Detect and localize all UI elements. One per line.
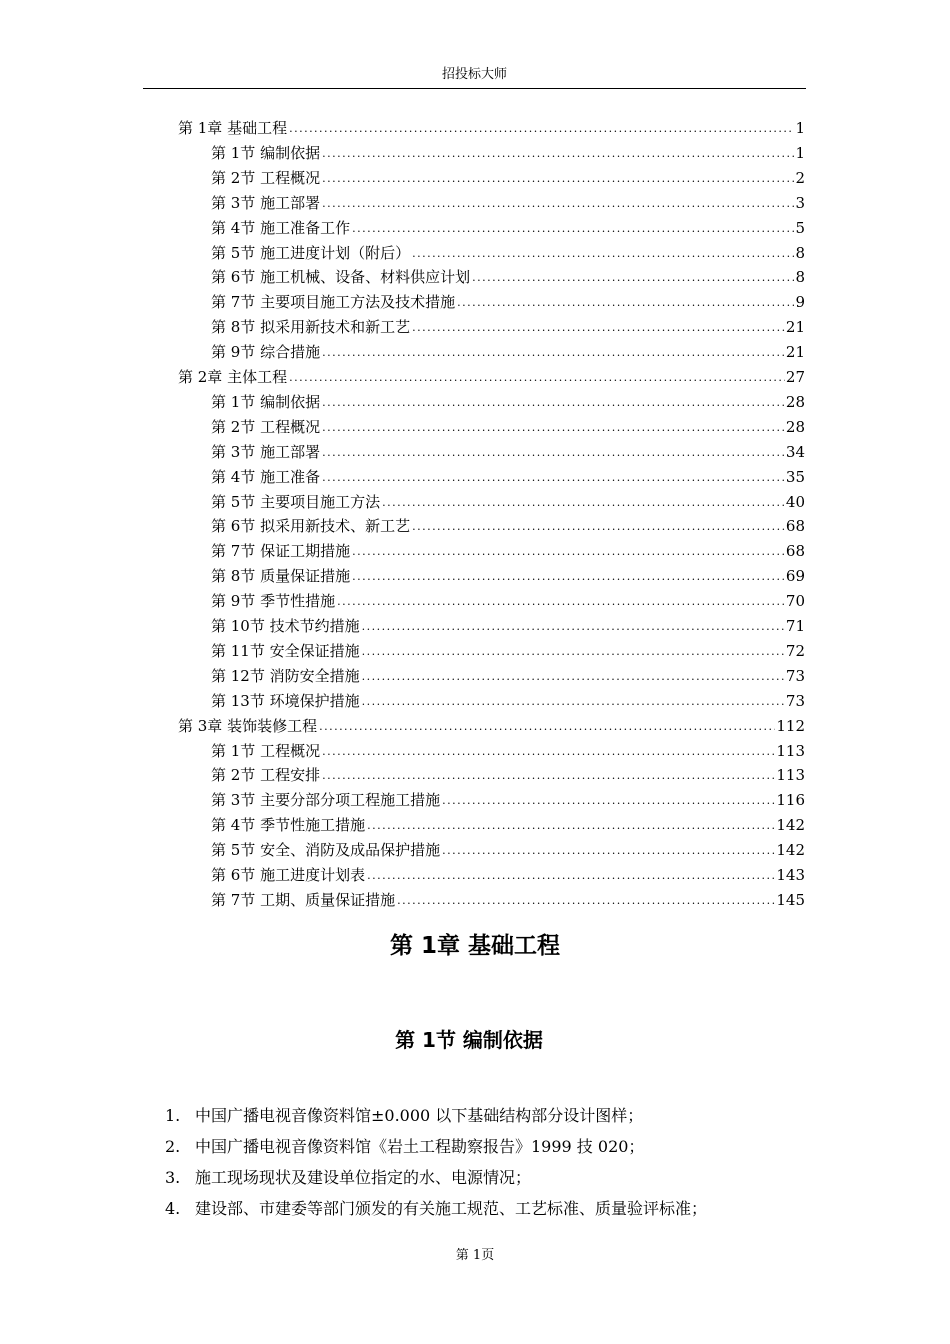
toc-page-number: 8	[795, 268, 805, 287]
toc-section-entry[interactable]	[211, 340, 805, 364]
toc-page-number: 145	[776, 890, 805, 909]
toc-page-number: 68	[785, 542, 805, 561]
toc-page-number: 1	[795, 119, 805, 137]
toc-dot-leader	[397, 889, 775, 913]
toc-entry-title: 第 3章 装饰装修工程	[178, 716, 318, 735]
toc-section-entry[interactable]	[211, 216, 805, 240]
list-item-text: 中国广播电视音像资料馆±0.000 以下基础结构部分设计图样；	[195, 1106, 644, 1125]
toc-entry-title: 第 2节 工程概况	[211, 417, 321, 436]
toc-dot-leader	[322, 740, 775, 764]
toc-entry-title: 第 8节 拟采用新技术和新工艺	[211, 318, 411, 337]
toc-section-entry[interactable]	[211, 664, 805, 688]
list-item-number: 1.	[165, 1106, 181, 1125]
toc-entry-title: 第 8节 质量保证措施	[211, 567, 351, 586]
toc-page-number: 73	[785, 691, 805, 710]
toc-page-number: 1	[795, 143, 805, 162]
toc-dot-leader	[472, 266, 794, 290]
toc-section-entry[interactable]	[211, 888, 805, 912]
list-item-number: 4.	[165, 1199, 181, 1218]
toc-dot-leader	[289, 117, 794, 141]
toc-entry-title: 第 12节 消防安全措施	[211, 666, 360, 685]
toc-entry-title: 第 4节 施工准备工作	[211, 218, 351, 237]
toc-dot-leader	[412, 515, 785, 539]
toc-dot-leader	[352, 540, 785, 564]
toc-entry-title: 第 2节 工程概况	[211, 168, 321, 187]
toc-dot-leader	[289, 366, 785, 390]
toc-entry-title: 第 2章 主体工程	[178, 368, 288, 386]
chapter-heading: 第 1章 基础工程	[389, 933, 561, 959]
toc-section-entry[interactable]	[211, 739, 805, 763]
toc-entry-title: 第 3节 施工部署	[211, 193, 321, 212]
toc-dot-leader	[322, 142, 794, 166]
toc-chapter-entry[interactable]	[178, 116, 805, 140]
toc-section-entry[interactable]	[211, 863, 805, 887]
toc-entry-title: 第 9节 季节性措施	[211, 592, 336, 611]
toc-section-entry[interactable]	[211, 813, 805, 837]
toc-page-number: 68	[785, 517, 805, 536]
toc-section-entry[interactable]	[211, 415, 805, 439]
toc-dot-leader	[322, 167, 794, 191]
toc-section-entry[interactable]	[211, 390, 805, 414]
toc-section-entry[interactable]	[211, 539, 805, 563]
toc-section-entry[interactable]	[211, 315, 805, 339]
toc-section-entry[interactable]	[211, 514, 805, 538]
toc-dot-leader	[322, 341, 785, 365]
toc-section-entry[interactable]	[211, 490, 805, 514]
toc-entry-title: 第 4节 施工准备	[211, 467, 321, 486]
toc-page-number: 21	[785, 318, 805, 337]
toc-dot-leader	[322, 764, 775, 788]
page-header: 招投标大师	[441, 67, 507, 82]
list-item-text: 建设部、市建委等部门颁发的有关施工规范、工艺标准、质量验评标准；	[195, 1199, 708, 1218]
list-item	[165, 1162, 815, 1193]
toc-section-entry[interactable]	[211, 689, 805, 713]
toc-dot-leader	[442, 839, 775, 863]
toc-section-entry[interactable]	[211, 614, 805, 638]
toc-chapter-entry[interactable]	[178, 365, 805, 389]
toc-page-number: 5	[795, 218, 805, 237]
toc-page-number: 40	[785, 492, 805, 511]
toc-dot-leader	[412, 242, 794, 266]
toc-section-entry[interactable]	[211, 589, 805, 613]
toc-entry-title: 第 10节 技术节约措施	[211, 617, 360, 635]
toc-page-number: 112	[776, 716, 805, 735]
toc-page-number: 8	[795, 243, 805, 262]
header-divider	[143, 88, 806, 89]
toc-entry-title: 第 5节 施工进度计划（附后）	[211, 243, 411, 262]
toc-entry-title: 第 3节 施工部署	[211, 442, 321, 461]
toc-page-number: 28	[785, 417, 805, 436]
toc-section-entry[interactable]	[211, 191, 805, 215]
toc-entry-title: 第 7节 保证工期措施	[211, 542, 351, 561]
list-item	[165, 1193, 815, 1224]
toc-section-entry[interactable]	[211, 166, 805, 190]
toc-dot-leader	[337, 590, 785, 614]
toc-page-number: 27	[785, 368, 805, 386]
toc-dot-leader	[362, 690, 785, 714]
toc-dot-leader	[367, 864, 775, 888]
toc-section-entry[interactable]	[211, 265, 805, 289]
toc-dot-leader	[442, 789, 775, 813]
toc-section-entry[interactable]	[211, 564, 805, 588]
toc-section-entry[interactable]	[211, 241, 805, 265]
toc-page-number: 72	[785, 641, 805, 660]
toc-page-number: 34	[785, 442, 805, 461]
toc-dot-leader	[457, 291, 794, 315]
toc-chapter-entry[interactable]	[178, 714, 805, 738]
toc-entry-title: 第 4节 季节性施工措施	[211, 816, 366, 835]
toc-page-number: 116	[776, 791, 805, 810]
toc-dot-leader	[352, 565, 785, 589]
toc-entry-title: 第 6节 施工机械、设备、材料供应计划	[211, 268, 471, 287]
toc-page-number: 71	[785, 617, 805, 635]
toc-page-number: 9	[795, 293, 805, 312]
toc-page-number: 3	[795, 193, 805, 212]
toc-entry-title: 第 5节 安全、消防及成品保护措施	[211, 841, 441, 860]
toc-section-entry[interactable]	[211, 838, 805, 862]
toc-entry-title: 第 3节 主要分部分项工程施工措施	[211, 791, 441, 810]
list-item-number: 2.	[165, 1137, 181, 1156]
toc-section-entry[interactable]	[211, 440, 805, 464]
toc-entry-title: 第 7节 工期、质量保证措施	[211, 890, 396, 909]
toc-dot-leader	[412, 316, 785, 340]
toc-dot-leader	[319, 715, 775, 739]
toc-section-entry[interactable]	[211, 465, 805, 489]
toc-page-number: 70	[785, 592, 805, 611]
toc-page-number: 113	[776, 766, 805, 785]
toc-dot-leader	[322, 466, 785, 490]
toc-dot-leader	[382, 491, 785, 515]
toc-dot-leader	[322, 441, 785, 465]
toc-page-number: 142	[776, 841, 805, 860]
toc-entry-title: 第 6节 拟采用新技术、新工艺	[211, 517, 411, 536]
toc-page-number: 28	[785, 392, 805, 411]
list-item-text: 施工现场现状及建设单位指定的水、电源情况；	[195, 1168, 532, 1187]
toc-entry-title: 第 7节 主要项目施工方法及技术措施	[211, 293, 456, 312]
toc-entry-title: 第 1章 基础工程	[178, 119, 288, 137]
toc-entry-title: 第 5节 主要项目施工方法	[211, 492, 381, 511]
toc-page-number: 69	[785, 567, 805, 586]
list-item-text: 中国广播电视音像资料馆《岩土工程勘察报告》1999 技 020；	[195, 1137, 645, 1156]
toc-dot-leader	[362, 615, 785, 639]
section-heading: 第 1节 编制依据	[395, 1028, 543, 1052]
toc-page-number: 142	[776, 816, 805, 835]
toc-page-number: 2	[795, 168, 805, 187]
toc-page-number: 35	[785, 467, 805, 486]
toc-dot-leader	[322, 192, 794, 216]
toc-page-number: 73	[785, 666, 805, 685]
toc-entry-title: 第 11节 安全保证措施	[211, 641, 360, 660]
toc-section-entry[interactable]	[211, 290, 805, 314]
toc-dot-leader	[322, 416, 785, 440]
toc-entry-title: 第 1节 编制依据	[211, 143, 321, 162]
toc-section-entry[interactable]	[211, 788, 805, 812]
toc-dot-leader	[367, 814, 775, 838]
toc-page-number: 21	[785, 343, 805, 362]
list-item-number: 3.	[165, 1168, 181, 1187]
toc-dot-leader	[362, 640, 785, 664]
toc-section-entry[interactable]	[211, 639, 805, 663]
toc-section-entry[interactable]	[211, 141, 805, 165]
page-footer: 第 1页	[455, 1248, 495, 1263]
toc-dot-leader	[352, 217, 794, 241]
basis-list	[165, 1100, 815, 1224]
toc-entry-title: 第 1节 编制依据	[211, 392, 321, 411]
list-item	[165, 1100, 815, 1131]
toc-page-number: 113	[776, 741, 805, 760]
toc-dot-leader	[362, 665, 785, 689]
list-item	[165, 1131, 815, 1162]
toc-entry-title: 第 1节 工程概况	[211, 741, 321, 760]
toc-page-number: 143	[776, 866, 805, 884]
toc-section-entry[interactable]	[211, 763, 805, 787]
toc-entry-title: 第 2节 工程安排	[211, 766, 321, 785]
toc-dot-leader	[322, 391, 785, 415]
toc-entry-title: 第 6节 施工进度计划表	[211, 866, 366, 884]
toc-entry-title: 第 9节 综合措施	[211, 343, 321, 362]
toc-entry-title: 第 13节 环境保护措施	[211, 691, 360, 710]
